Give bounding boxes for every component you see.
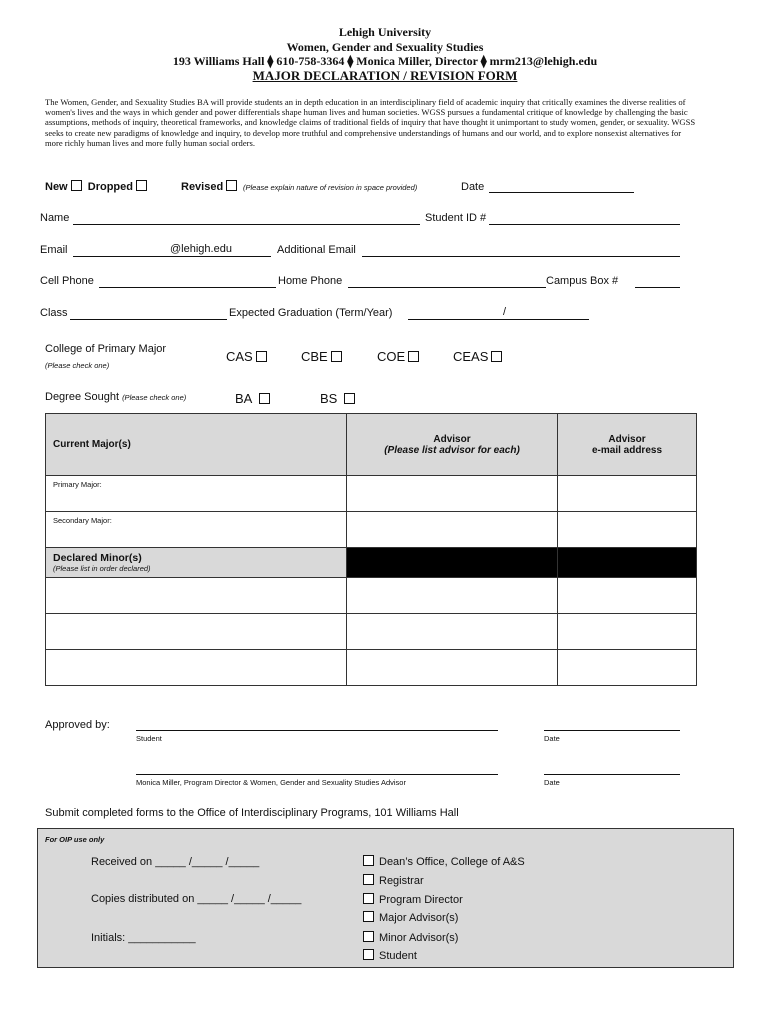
new-checkbox[interactable] [71, 180, 82, 191]
recipient-registrar[interactable] [363, 874, 424, 887]
student-signature-caption: Student [136, 734, 162, 743]
graduation-slash: / [503, 306, 507, 318]
new-label: New [45, 181, 68, 193]
blacked-out-cell [347, 548, 558, 578]
recipient-major-advisor[interactable] [363, 911, 458, 924]
revised-option [181, 180, 237, 193]
college-option-cbe[interactable] [301, 349, 342, 364]
recipient-label: Program Director [379, 894, 463, 906]
dropped-checkbox[interactable] [136, 180, 147, 191]
college-option-label: CAS [226, 349, 253, 364]
degree-option-bs[interactable] [320, 391, 355, 406]
oip-use-box [37, 828, 734, 968]
advisor-header-title: Advisor [433, 433, 471, 445]
college-option-label: CEAS [453, 349, 489, 364]
degree-label [45, 391, 186, 403]
campus-box-label: Campus Box # [546, 275, 619, 287]
email-label: Email [40, 244, 68, 256]
minor-advisor-1[interactable] [347, 578, 558, 614]
recipient-student[interactable] [363, 949, 417, 962]
revised-label: Revised [181, 181, 224, 193]
director-signature-line[interactable] [136, 774, 498, 775]
declared-minors-title: Declared Minor(s) [53, 552, 142, 564]
degree-option-label: BA [235, 391, 253, 406]
submit-instructions: Submit completed forms to the Office of Interdisciplinary Programs, 101 Williams Hall [45, 807, 459, 819]
college-note: (Please check one) [45, 361, 110, 370]
advisor-header [347, 414, 558, 476]
director-date-caption: Date [544, 778, 560, 787]
form-title: MAJOR DECLARATION / REVISION FORM [252, 68, 518, 83]
home-phone-label: Home Phone [278, 275, 343, 287]
home-phone-line[interactable] [348, 287, 546, 288]
primary-major-label: Primary Major: [53, 480, 102, 489]
college-label: College of Primary Major [45, 343, 167, 355]
recipient-label: Minor Advisor(s) [379, 932, 459, 944]
dropped-label: Dropped [87, 181, 133, 193]
minor-row-3[interactable] [46, 650, 347, 686]
college-option-label: COE [377, 349, 406, 364]
primary-advisor-cell[interactable] [347, 476, 558, 512]
contact-line: 193 Williams Hall ⧫ 610-758-3364 ⧫ Monica Miller, Director ⧫ mrm213@lehigh.edu [172, 54, 598, 68]
minor-advisor-2[interactable] [347, 614, 558, 650]
minor-advisor-email-2[interactable] [558, 614, 697, 650]
secondary-major-cell[interactable] [46, 512, 347, 548]
advisor-email-header-note: e-mail address [591, 444, 663, 456]
date-line[interactable] [489, 192, 634, 193]
college-option-coe[interactable] [377, 349, 419, 364]
initials-field[interactable]: Initials: ___________ [91, 932, 196, 944]
recipient-label: Major Advisor(s) [379, 912, 459, 924]
cell-phone-line[interactable] [99, 287, 276, 288]
oip-title: For OIP use only [45, 835, 105, 844]
received-on-field[interactable]: Received on _____ /_____ /_____ [91, 856, 260, 868]
minor-advisor-3[interactable] [347, 650, 558, 686]
secondary-advisor-cell[interactable] [347, 512, 558, 548]
expected-graduation-line[interactable] [408, 319, 589, 320]
copies-distributed-field[interactable]: Copies distributed on _____ /_____ /_____ [91, 893, 302, 905]
cell-phone-label: Cell Phone [40, 275, 94, 287]
secondary-major-label: Secondary Major: [53, 516, 112, 525]
class-label: Class [40, 307, 68, 319]
additional-email-label: Additional Email [277, 244, 356, 256]
student-date-line[interactable] [544, 730, 680, 731]
expected-graduation-label: Expected Graduation (Term/Year) [229, 307, 393, 319]
revised-note: (Please explain nature of revision in space provided) [243, 183, 418, 192]
recipient-program-director[interactable] [363, 893, 463, 906]
approved-by-label: Approved by: [45, 719, 110, 731]
email-line[interactable] [73, 256, 271, 257]
director-signature-caption: Monica Miller, Program Director & Women, Gender and Sexuality Studies Advisor [136, 778, 406, 787]
recipient-deans-office[interactable] [363, 855, 525, 868]
primary-major-cell[interactable] [46, 476, 347, 512]
date-label: Date [461, 181, 485, 193]
name-label: Name [40, 212, 70, 224]
primary-advisor-email-cell[interactable] [558, 476, 697, 512]
student-date-caption: Date [544, 734, 560, 743]
recipient-label: Dean’s Office, College of A&S [379, 856, 525, 868]
minor-row-1[interactable] [46, 578, 347, 614]
student-signature-line[interactable] [136, 730, 498, 731]
degree-note: (Please check one) [122, 393, 187, 402]
advisor-email-header [558, 414, 697, 476]
declared-minors-header [46, 548, 347, 578]
class-line[interactable] [70, 319, 227, 320]
degree-label-text: Degree Sought [45, 391, 119, 403]
additional-email-line[interactable] [362, 256, 680, 257]
minor-advisor-email-1[interactable] [558, 578, 697, 614]
college-option-ceas[interactable] [453, 349, 502, 364]
email-domain: @lehigh.edu [170, 243, 232, 255]
student-id-line[interactable] [489, 224, 680, 225]
name-line[interactable] [73, 224, 420, 225]
revised-checkbox[interactable] [226, 180, 237, 191]
recipient-label: Student [379, 950, 417, 962]
college-option-cas[interactable] [226, 349, 267, 364]
college-option-label: CBE [301, 349, 328, 364]
student-id-label: Student ID # [425, 212, 487, 224]
degree-option-ba[interactable] [235, 391, 270, 406]
current-majors-header: Current Major(s) [46, 414, 347, 476]
minor-advisor-email-3[interactable] [558, 650, 697, 686]
advisor-email-header-title: Advisor [608, 433, 646, 445]
minor-row-2[interactable] [46, 614, 347, 650]
secondary-advisor-email-cell[interactable] [558, 512, 697, 548]
university-name: Lehigh University [338, 25, 432, 39]
status-row [45, 180, 147, 193]
advisor-header-note: (Please list advisor for each) [384, 444, 520, 456]
recipient-label: Registrar [379, 875, 424, 887]
degree-option-label: BS [320, 391, 338, 406]
director-date-line[interactable] [544, 774, 680, 775]
program-description: The Women, Gender, and Sexuality Studies BA will provide students an in depth education in an interdisciplinary field of academic inquiry that critically examines the diverse realities of women's lives and the ways in which gender and power differentials shape human lives and human societies. WGSS pursues a fundamental critique of knowledge by challenging the basic assumptions, methods of inquiry, theoretical frameworks, and knowledge claims of traditional fields of inquiry that have thought it unimportant to study women, gender, or sexuality. WGSS seeks to create new paradigms of knowledge and inquiry, to develop more truthful and comprehensive understandings of humans and our world, and to explore nonsexist alternatives for more richly human lives and more fully human social orders. [45, 97, 696, 148]
campus-box-line[interactable] [635, 287, 680, 288]
declared-minors-note: (Please list in order declared) [53, 564, 151, 573]
blacked-out-cell [558, 548, 697, 578]
recipient-minor-advisor[interactable] [363, 931, 458, 944]
department-name: Women, Gender and Sexuality Studies [286, 40, 484, 54]
majors-table [45, 413, 697, 686]
